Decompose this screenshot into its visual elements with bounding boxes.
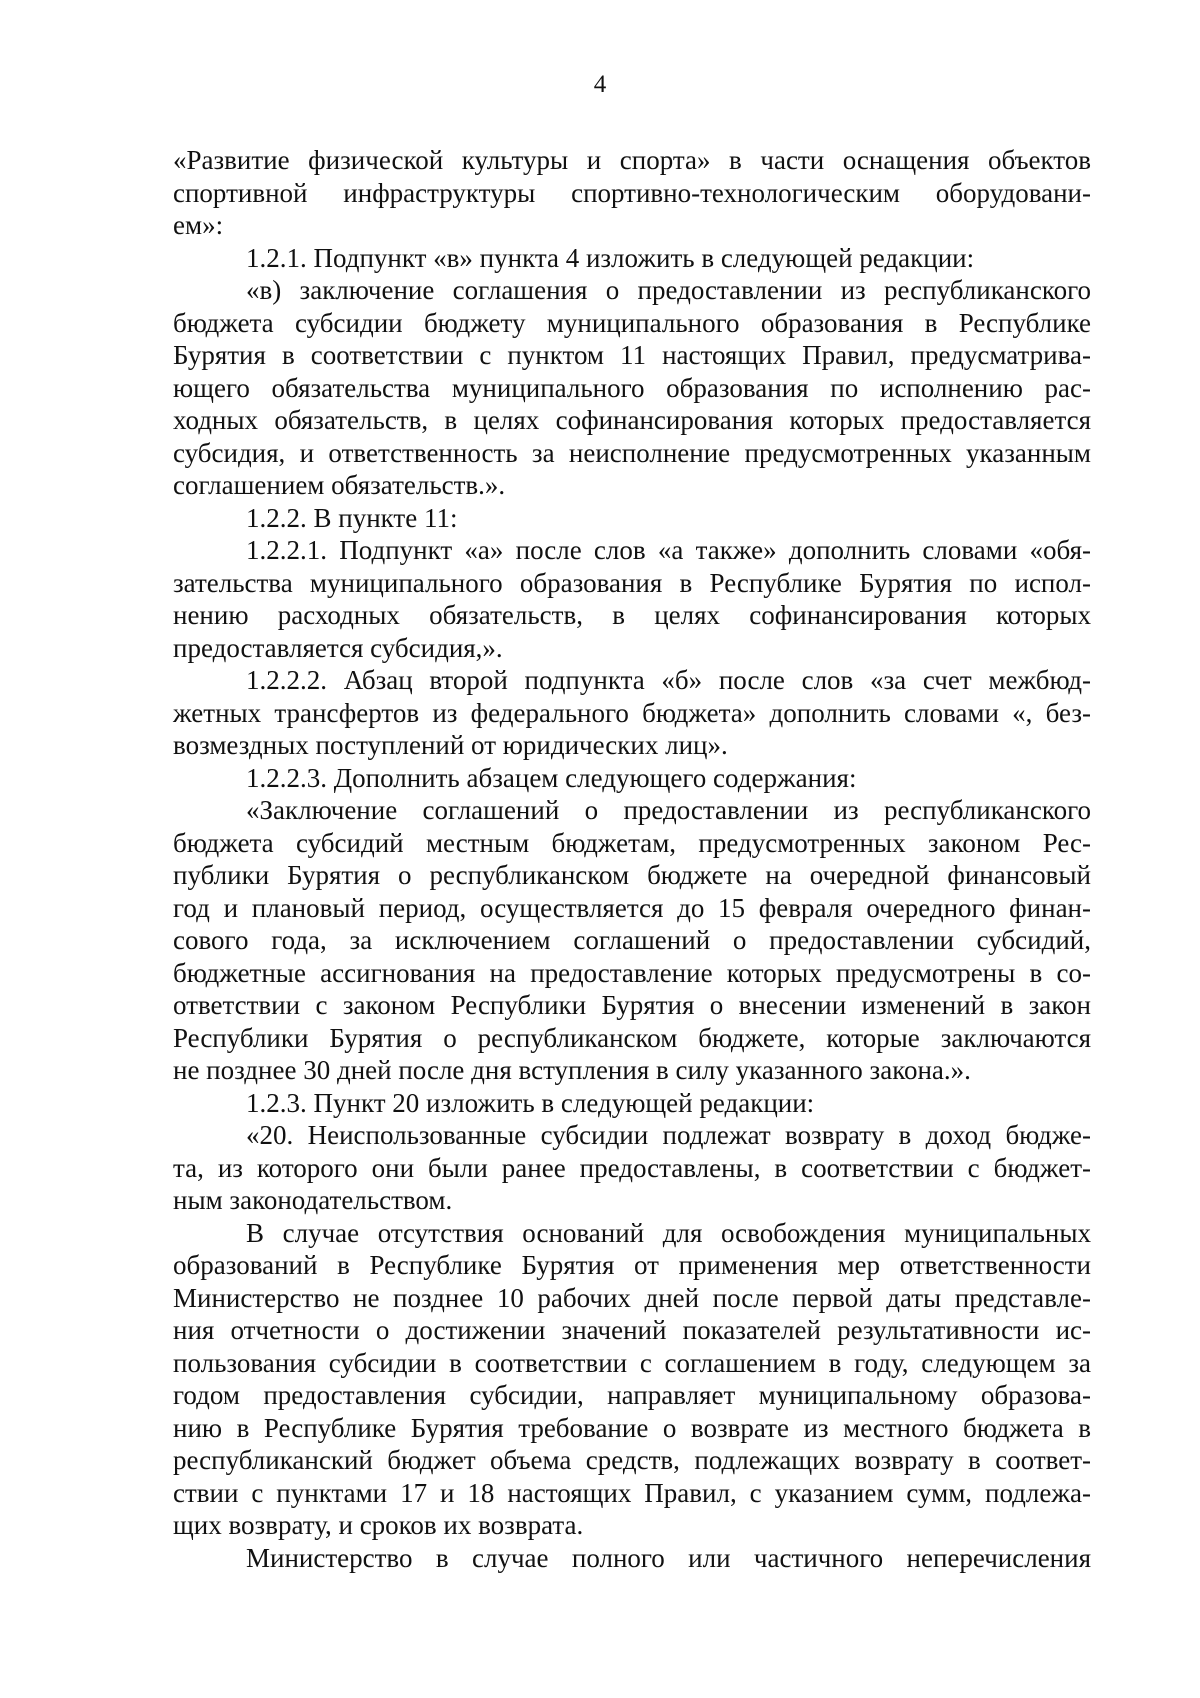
text-line: пользования субсидии в соответствии с соглашением в году, следующем за (173, 1347, 1091, 1378)
text-line: «20. Неиспользованные субсидии подлежат возврату в доход бюдже- (246, 1120, 1091, 1150)
text-line: «Заключение соглашений о предоставлении из республиканского (246, 795, 1091, 825)
text-line: ным законодательством. (173, 1185, 453, 1215)
text-line: «Развитие физической культуры и спорта» в части оснащения объектов (173, 145, 1091, 175)
text-line: Министерство в случае полного или частичного неперечисления (246, 1542, 1091, 1573)
text-line: нению расходных обязательств, в целях софинансирования которых (173, 600, 1091, 630)
text-line: ответствии с законом Республики Бурятия о внесении изменений в закон (173, 990, 1091, 1020)
text-line: ния отчетности о достижении значений показателей результативности ис- (173, 1315, 1091, 1345)
text-line: жетных трансфертов из федерального бюджета» дополнить словами «, без- (173, 697, 1091, 728)
text-line: спортивной инфраструктуры спортивно-технологическим оборудовани- (173, 177, 1091, 208)
text-line: 1.2.2.3. Дополнить абзацем следующего содержания: (246, 762, 857, 793)
text-line: соглашением обязательств.». (173, 470, 506, 500)
text-line: нию в Республике Бурятия требование о возврате из местного бюджета в (173, 1412, 1091, 1443)
text-line: возмездных поступлений от юридических лиц». (173, 730, 728, 760)
page-number: 4 (593, 71, 607, 98)
text-line: ющего обязательства муниципального образования по исполнению рас- (173, 372, 1091, 403)
text-line: 1.2.2.2. Абзац второй подпункта «б» после слов «за счет межбюд- (246, 665, 1091, 695)
text-line: ходных обязательств, в целях софинансирования которых предоставляется (173, 405, 1091, 435)
text-line: предоставляется субсидия,». (173, 632, 503, 663)
text-line: образований в Республике Бурятия от применения мер ответственности (173, 1250, 1091, 1280)
text-line: Министерство не позднее 10 рабочих дней после первой даты представле- (173, 1282, 1091, 1313)
text-line: «в) заключение соглашения о предоставлении из республиканского (246, 275, 1091, 305)
text-line: бюджета субсидий местным бюджетам, предусмотренных законом Рес- (173, 827, 1091, 858)
text-line: 1.2.2.1. Подпункт «а» после слов «а также» дополнить словами «обя- (246, 535, 1091, 565)
text-line: год и плановый период, осуществляется до 15 февраля очередного финан- (173, 892, 1091, 923)
text-line: ем»: (173, 210, 224, 240)
text-line: В случае отсутствия оснований для освобождения муниципальных (246, 1217, 1091, 1248)
text-line: 1.2.1. Подпункт «в» пункта 4 изложить в следующей редакции: (246, 242, 975, 273)
text-line: сового года, за исключением соглашений о предоставлении субсидий, (173, 925, 1091, 955)
text-line: бюджетные ассигнования на предоставление которых предусмотрены в со- (173, 957, 1091, 988)
text-line: Бурятия в соответствии с пунктом 11 настоящих Правил, предусматрива- (173, 340, 1091, 370)
text-line: не позднее 30 дней после дня вступления в силу указанного закона.». (173, 1055, 971, 1085)
document-body (173, 144, 1091, 1574)
text-line: щих возврату, и сроков их возврата. (173, 1510, 584, 1540)
text-line: та, из которого они были ранее предоставлены, в соответствии с бюджет- (173, 1152, 1091, 1183)
text-line: 1.2.3. Пункт 20 изложить в следующей редакции: (246, 1087, 815, 1118)
text-line: годом предоставления субсидии, направляет муниципальному образова- (173, 1380, 1091, 1410)
text-line: республиканский бюджет объема средств, подлежащих возврату в соответ- (173, 1445, 1091, 1475)
text-line: бюджета субсидии бюджету муниципального образования в Республике (173, 307, 1091, 338)
text-line: зательства муниципального образования в Республике Бурятия по испол- (173, 567, 1091, 598)
text-line: ствии с пунктами 17 и 18 настоящих Правил, с указанием сумм, подлежа- (173, 1477, 1091, 1508)
text-line: публики Бурятия о республиканском бюджете на очередной финансовый (173, 860, 1091, 890)
text-line: Республики Бурятия о республиканском бюджете, которые заключаются (173, 1022, 1091, 1053)
text-line: 1.2.2. В пункте 11: (246, 502, 458, 533)
text-line: субсидия, и ответственность за неисполнение предусмотренных указанным (173, 437, 1091, 468)
